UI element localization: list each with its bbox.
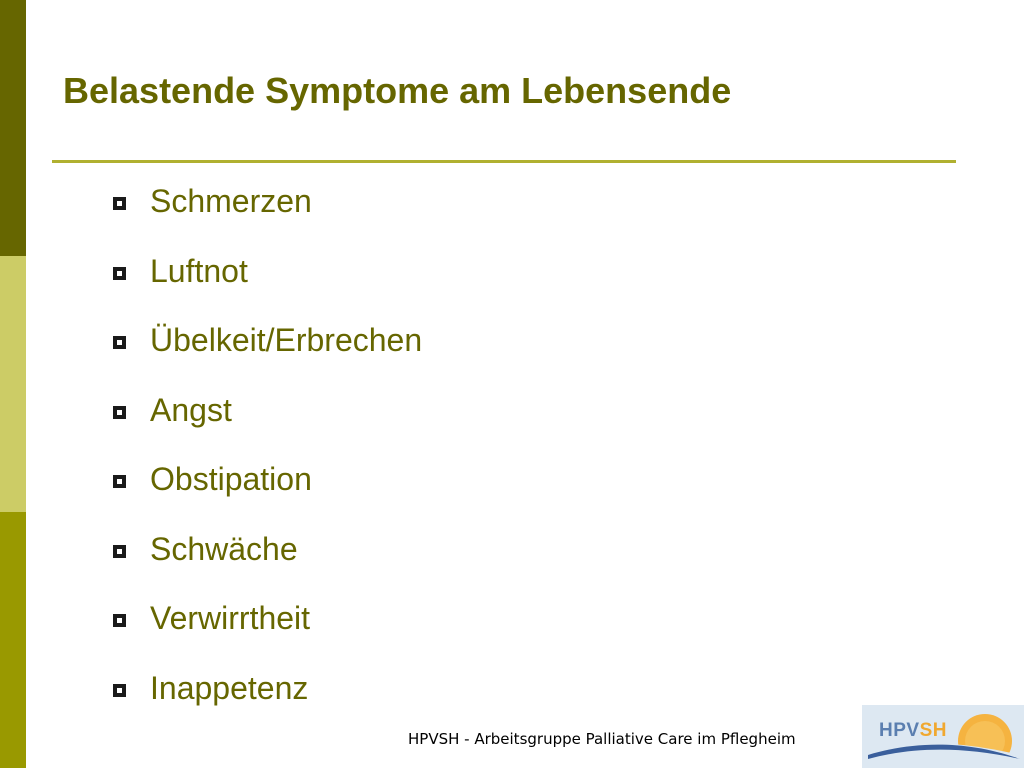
bullet-text: Angst <box>150 391 232 428</box>
bullet-text: Obstipation <box>150 461 312 497</box>
square-bullet-icon <box>113 614 126 627</box>
side-bar-middle <box>0 256 26 512</box>
logo-text <box>879 720 947 742</box>
slide-title: Belastende Symptome am Lebensende <box>63 70 732 111</box>
square-bullet-icon <box>113 475 126 488</box>
square-bullet-icon <box>113 545 126 558</box>
logo-text-blue: HPV <box>879 720 920 741</box>
square-bullet-icon <box>113 267 126 280</box>
logo-text-orange: SH <box>919 720 947 741</box>
hpvsh-logo <box>862 705 1024 768</box>
square-bullet-icon <box>113 336 126 349</box>
bullet-text: Übelkeit/Erbrechen <box>150 322 423 358</box>
bullet-text: Schwäche <box>150 530 298 567</box>
square-bullet-icon <box>113 406 126 419</box>
square-bullet-icon <box>113 197 126 210</box>
square-bullet-icon <box>113 684 126 697</box>
bullet-text: Inappetenz <box>150 669 309 706</box>
title-divider <box>52 160 956 163</box>
bullet-text: Schmerzen <box>150 183 312 219</box>
bullet-text: Luftnot <box>150 252 248 289</box>
bullet-text: Verwirrtheit <box>150 600 311 636</box>
side-bar-top <box>0 0 26 256</box>
side-bar-bottom <box>0 512 26 768</box>
footer-text: HPVSH - Arbeitsgruppe Palliative Care im Pflegheim <box>408 730 796 748</box>
